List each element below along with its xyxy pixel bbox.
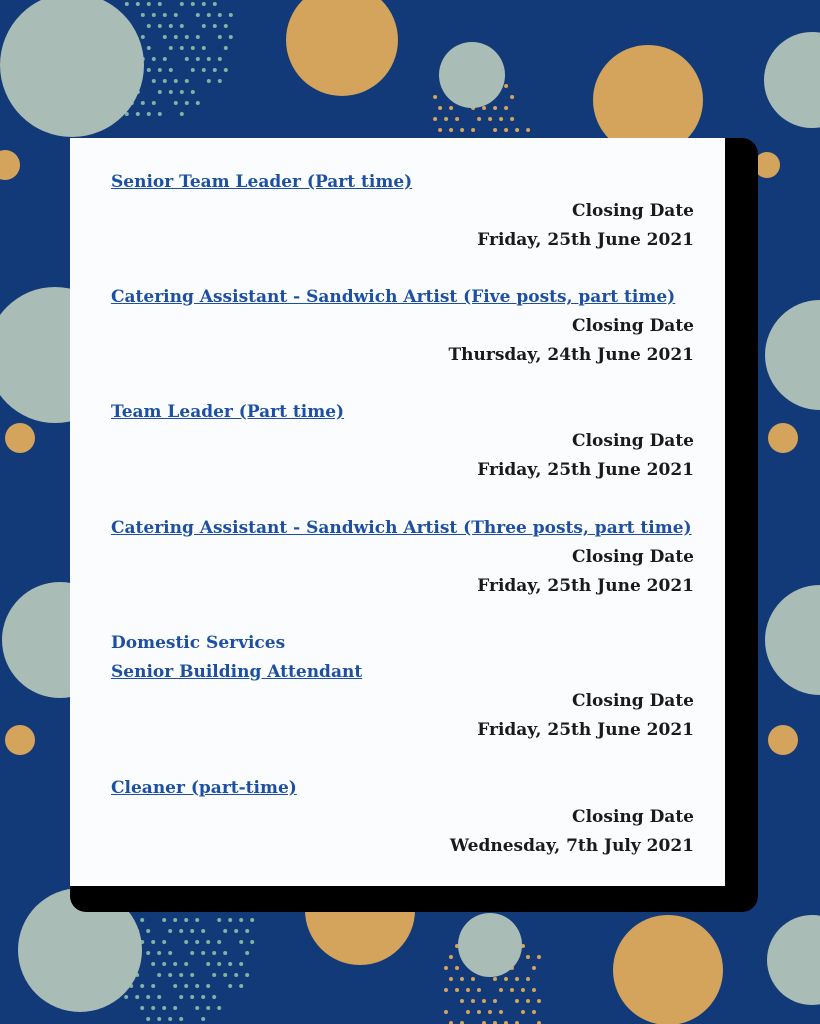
speckle-dot — [515, 999, 519, 1003]
speckle-dot — [140, 1006, 144, 1010]
speckle-dot — [157, 995, 161, 999]
closing-date-label: Closing Date — [572, 691, 694, 711]
speckle-dot — [466, 988, 470, 992]
speckle-dot — [174, 101, 178, 105]
speckle-dot — [213, 68, 217, 72]
speckle-dot — [190, 973, 194, 977]
speckle-dot — [180, 2, 184, 6]
speckle-dot — [499, 988, 503, 992]
speckle-dot — [218, 57, 222, 61]
bg-circle — [5, 725, 35, 755]
speckle-dot — [488, 117, 492, 121]
speckle-dot — [444, 1010, 448, 1014]
speckle-dot — [184, 940, 188, 944]
speckle-dot — [162, 940, 166, 944]
speckle-dot — [223, 951, 227, 955]
bg-circle — [765, 300, 820, 410]
speckle-dot — [213, 2, 217, 6]
speckle-dot — [168, 929, 172, 933]
speckle-dot — [152, 57, 156, 61]
speckle-dot — [152, 101, 156, 105]
speckle-dot — [163, 35, 167, 39]
speckle-dot — [438, 128, 442, 132]
speckle-dot — [147, 24, 151, 28]
speckle-dot — [202, 68, 206, 72]
speckle-dot — [537, 999, 541, 1003]
speckle-dot — [163, 13, 167, 17]
speckle-dot — [510, 95, 514, 99]
speckle-dot — [184, 918, 188, 922]
job-title-link[interactable]: Senior Building Attendant — [111, 662, 363, 682]
speckle-dot — [444, 117, 448, 121]
speckle-dot — [169, 90, 173, 94]
speckle-dot — [179, 929, 183, 933]
closing-date-label: Closing Date — [572, 807, 694, 827]
speckle-dot — [532, 988, 536, 992]
speckle-dot — [206, 1006, 210, 1010]
speckle-dot — [217, 962, 221, 966]
bg-circle — [768, 423, 798, 453]
speckle-dot — [158, 112, 162, 116]
bg-circle — [286, 0, 398, 96]
speckle-dot — [195, 918, 199, 922]
speckle-dot — [141, 101, 145, 105]
speckle-dot — [173, 984, 177, 988]
speckle-dot — [195, 940, 199, 944]
speckle-dot — [152, 79, 156, 83]
speckle-dot — [141, 13, 145, 17]
speckle-dot — [455, 966, 459, 970]
bg-circle — [0, 150, 20, 180]
speckle-dot — [202, 46, 206, 50]
speckle-dot — [191, 46, 195, 50]
speckle-dot — [493, 999, 497, 1003]
speckle-dot — [217, 940, 221, 944]
speckle-dot — [223, 929, 227, 933]
speckle-dot — [206, 940, 210, 944]
speckle-dot — [201, 1017, 205, 1021]
speckle-dot — [250, 918, 254, 922]
speckle-dot — [206, 984, 210, 988]
speckle-dot — [444, 988, 448, 992]
speckle-dot — [493, 128, 497, 132]
speckle-dot — [146, 951, 150, 955]
speckle-dot — [157, 973, 161, 977]
closing-date-value: Friday, 25th June 2021 — [477, 460, 694, 480]
department-label: Domestic Services — [111, 633, 286, 653]
speckle-dot — [174, 35, 178, 39]
closing-date-value: Friday, 25th June 2021 — [477, 576, 694, 596]
speckle-dot — [168, 973, 172, 977]
speckle-dot — [168, 1017, 172, 1021]
job-entry — [111, 514, 694, 601]
speckle-dot — [124, 995, 128, 999]
speckle-dot — [504, 977, 508, 981]
speckle-dot — [135, 995, 139, 999]
speckle-dot — [218, 35, 222, 39]
closing-date-label: Closing Date — [572, 547, 694, 567]
speckle-dot — [179, 1017, 183, 1021]
speckle-dot — [140, 918, 144, 922]
speckle-dot — [180, 24, 184, 28]
speckle-dot — [245, 973, 249, 977]
speckle-dot — [224, 46, 228, 50]
speckle-dot — [162, 918, 166, 922]
speckle-dot — [196, 57, 200, 61]
speckle-dot — [190, 929, 194, 933]
speckle-dot — [151, 940, 155, 944]
speckle-dot — [195, 984, 199, 988]
speckle-dot — [229, 13, 233, 17]
speckle-dot — [207, 13, 211, 17]
speckle-dot — [477, 988, 481, 992]
speckle-dot — [433, 117, 437, 121]
speckle-dot — [173, 1006, 177, 1010]
speckle-dot — [152, 13, 156, 17]
job-entry — [111, 168, 694, 255]
speckle-dot — [510, 988, 514, 992]
speckle-dot — [146, 995, 150, 999]
speckle-dot — [202, 2, 206, 6]
speckle-dot — [229, 35, 233, 39]
speckle-dot — [499, 1010, 503, 1014]
speckle-dot — [185, 79, 189, 83]
job-entry — [111, 774, 694, 861]
speckle-dot — [136, 2, 140, 6]
speckle-dot — [184, 984, 188, 988]
speckle-dot — [169, 68, 173, 72]
speckle-dot — [526, 955, 530, 959]
speckle-dot — [245, 929, 249, 933]
speckle-dot — [147, 112, 151, 116]
speckle-dot — [185, 101, 189, 105]
speckle-dot — [466, 1010, 470, 1014]
job-entry — [111, 283, 694, 370]
job-title-link[interactable]: Team Leader (Part time) — [111, 402, 345, 422]
speckle-dot — [224, 68, 228, 72]
speckle-dot — [212, 995, 216, 999]
closing-date-label: Closing Date — [572, 201, 694, 221]
bg-circle — [439, 42, 505, 108]
speckle-dot — [196, 101, 200, 105]
speckle-dot — [482, 106, 486, 110]
speckle-dot — [196, 35, 200, 39]
speckle-dot — [499, 117, 503, 121]
speckle-dot — [218, 13, 222, 17]
speckle-dot — [201, 929, 205, 933]
speckle-dot — [510, 117, 514, 121]
speckle-dot — [169, 46, 173, 50]
speckle-dot — [180, 90, 184, 94]
speckle-dot — [162, 962, 166, 966]
speckle-dot — [174, 79, 178, 83]
speckle-dot — [471, 999, 475, 1003]
job-entry — [111, 398, 694, 485]
speckle-dot — [191, 2, 195, 6]
speckle-dot — [228, 984, 232, 988]
speckle-dot — [449, 128, 453, 132]
bg-circle — [764, 32, 820, 128]
job-title-link[interactable]: Senior Team Leader (Part time) — [111, 172, 413, 192]
speckle-dot — [147, 68, 151, 72]
speckle-dot — [185, 35, 189, 39]
speckle-dot — [488, 1010, 492, 1014]
closing-date-label: Closing Date — [572, 431, 694, 451]
bg-circle — [613, 915, 723, 1024]
speckle-dot — [191, 90, 195, 94]
speckle-dot — [504, 128, 508, 132]
speckle-dot — [140, 984, 144, 988]
speckle-dot — [151, 962, 155, 966]
speckle-dot — [504, 84, 508, 88]
speckle-dot — [184, 962, 188, 966]
speckle-dot — [537, 955, 541, 959]
speckle-dot — [151, 984, 155, 988]
speckle-dot — [146, 1017, 150, 1021]
job-title-link[interactable]: Cleaner (part-time) — [111, 778, 297, 798]
speckle-dot — [460, 128, 464, 132]
speckle-dot — [195, 1006, 199, 1010]
speckle-dot — [190, 951, 194, 955]
speckle-dot — [157, 1017, 161, 1021]
speckle-dot — [493, 977, 497, 981]
speckle-dot — [136, 112, 140, 116]
speckle-dot — [158, 90, 162, 94]
speckle-dot — [234, 973, 238, 977]
speckle-dot — [158, 68, 162, 72]
speckle-dot — [449, 106, 453, 110]
speckle-dot — [239, 962, 243, 966]
speckle-dot — [471, 128, 475, 132]
speckle-dot — [477, 1010, 481, 1014]
speckle-dot — [521, 1010, 525, 1014]
speckle-dot — [234, 929, 238, 933]
speckle-dot — [438, 106, 442, 110]
speckle-dot — [477, 117, 481, 121]
speckle-dot — [206, 962, 210, 966]
speckle-dot — [125, 2, 129, 6]
closing-date-value: Friday, 25th June 2021 — [477, 230, 694, 250]
speckle-dot — [449, 977, 453, 981]
speckle-dot — [174, 13, 178, 17]
bg-circle — [768, 725, 798, 755]
speckle-dot — [158, 24, 162, 28]
speckle-dot — [207, 57, 211, 61]
speckle-dot — [212, 951, 216, 955]
job-entry — [111, 629, 694, 745]
speckle-dot — [212, 973, 216, 977]
speckle-dot — [460, 999, 464, 1003]
job-listing-card — [70, 138, 725, 886]
bg-circle — [767, 915, 820, 1005]
speckle-dot — [526, 999, 530, 1003]
speckle-dot — [158, 2, 162, 6]
speckle-dot — [250, 940, 254, 944]
closing-date-value: Friday, 25th June 2021 — [477, 720, 694, 740]
speckle-dot — [444, 966, 448, 970]
speckle-dot — [162, 1006, 166, 1010]
speckle-dot — [146, 929, 150, 933]
speckle-dot — [196, 13, 200, 17]
speckle-dot — [223, 973, 227, 977]
speckle-dot — [228, 918, 232, 922]
speckle-dot — [245, 951, 249, 955]
speckle-dot — [202, 24, 206, 28]
speckle-dot — [163, 79, 167, 83]
speckle-dot — [515, 128, 519, 132]
speckle-dot — [224, 24, 228, 28]
speckle-dot — [526, 977, 530, 981]
speckle-dot — [460, 977, 464, 981]
speckle-dot — [173, 962, 177, 966]
closing-date-value: Thursday, 24th June 2021 — [448, 345, 694, 365]
speckle-dot — [147, 2, 151, 6]
speckle-dot — [173, 918, 177, 922]
speckle-dot — [521, 988, 525, 992]
speckle-dot — [449, 955, 453, 959]
speckle-dot — [141, 35, 145, 39]
speckle-dot — [217, 918, 221, 922]
speckle-dot — [201, 995, 205, 999]
speckle-dot — [239, 918, 243, 922]
speckle-dot — [218, 79, 222, 83]
bg-circle — [765, 585, 820, 695]
speckle-dot — [179, 973, 183, 977]
speckle-dot — [217, 1006, 221, 1010]
speckle-dot — [532, 966, 536, 970]
speckle-dot — [504, 106, 508, 110]
speckle-dot — [185, 57, 189, 61]
speckle-dot — [201, 951, 205, 955]
speckle-dot — [433, 95, 437, 99]
speckle-dot — [180, 112, 184, 116]
speckle-dot — [207, 79, 211, 83]
speckle-dot — [239, 940, 243, 944]
speckle-dot — [180, 46, 184, 50]
closing-date-label: Closing Date — [572, 316, 694, 336]
speckle-dot — [455, 117, 459, 121]
speckle-dot — [455, 988, 459, 992]
speckle-dot — [157, 951, 161, 955]
speckle-dot — [151, 1006, 155, 1010]
job-title-link[interactable]: Catering Assistant - Sandwich Artist (Five posts, part time) — [111, 287, 676, 307]
speckle-dot — [169, 24, 173, 28]
speckle-dot — [239, 984, 243, 988]
speckle-dot — [191, 68, 195, 72]
speckle-dot — [532, 1010, 536, 1014]
speckle-dot — [179, 995, 183, 999]
speckle-dot — [163, 57, 167, 61]
speckle-dot — [482, 999, 486, 1003]
bg-circle — [458, 913, 522, 977]
job-title-link[interactable]: Catering Assistant - Sandwich Artist (Three posts, part time) — [111, 518, 692, 538]
bg-circle — [0, 0, 144, 137]
speckle-dot — [213, 24, 217, 28]
speckle-dot — [515, 977, 519, 981]
speckle-dot — [190, 995, 194, 999]
speckle-dot — [147, 46, 151, 50]
bg-circle — [5, 423, 35, 453]
speckle-dot — [471, 977, 475, 981]
speckle-dot — [526, 128, 530, 132]
speckle-dot — [228, 962, 232, 966]
speckle-dot — [493, 106, 497, 110]
closing-date-value: Wednesday, 7th July 2021 — [449, 836, 694, 856]
speckle-dot — [168, 951, 172, 955]
